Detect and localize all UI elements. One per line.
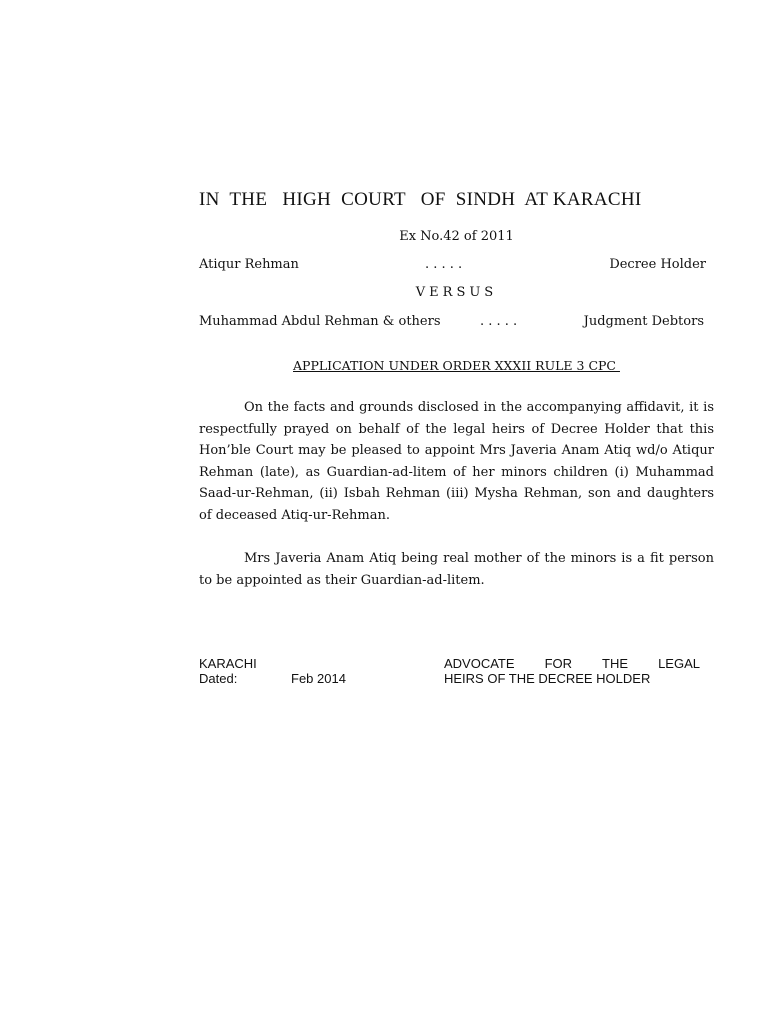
- judgment-debtor-dots: . . . . .: [480, 314, 518, 329]
- place-label: KARACHI: [199, 656, 257, 671]
- advocate-word: ADVOCATE: [444, 656, 515, 671]
- dated-value: Feb 2014: [291, 671, 346, 686]
- advocate-signature-block: [444, 656, 700, 686]
- body-paragraph-2: Mrs Javeria Anam Atiq being real mother of the minors is a fit person to be appointed as their Guardian-ad-litem.: [199, 551, 714, 588]
- dated-label: Dated:: [199, 671, 238, 686]
- case-number: Ex No.42 of 2011: [399, 229, 514, 244]
- advocate-line-2: HEIRS OF THE DECREE HOLDER: [444, 671, 651, 686]
- decree-holder-name: Atiqur Rehman: [199, 257, 299, 272]
- decree-holder-role: Decree Holder: [609, 257, 706, 272]
- body-paragraph-1: On the facts and grounds disclosed in the accompanying affidavit, it is respectfully prayed on behalf of the legal heirs of Decree Holder that this Hon’ble Court may be pleased to appoint Mrs Javeria Anam Atiq wd/o Atiqur Rehman (late), as Guardian-ad-litem of her minors children (i) Muhammad Saad-ur-Rehman, (ii) Isbah Rehman (iii) Mysha Rehman, son and daughters of deceased Atiq-ur-Rehman.: [199, 400, 714, 523]
- judgment-debtor-name: Muhammad Abdul Rehman & others: [199, 314, 441, 329]
- advocate-word: FOR: [544, 656, 573, 671]
- versus-label: VERSUS: [415, 285, 498, 300]
- judgment-debtor-role: Judgment Debtors: [583, 314, 704, 329]
- advocate-word: LEGAL: [658, 656, 700, 671]
- advocate-word: THE: [602, 656, 629, 671]
- advocate-line-1: [444, 656, 700, 671]
- decree-holder-dots: . . . . .: [425, 257, 463, 272]
- court-heading: IN THE HIGH COURT OF SINDH AT KARACHI: [199, 189, 642, 210]
- application-title: APPLICATION UNDER ORDER XXXII RULE 3 CPC: [293, 358, 620, 373]
